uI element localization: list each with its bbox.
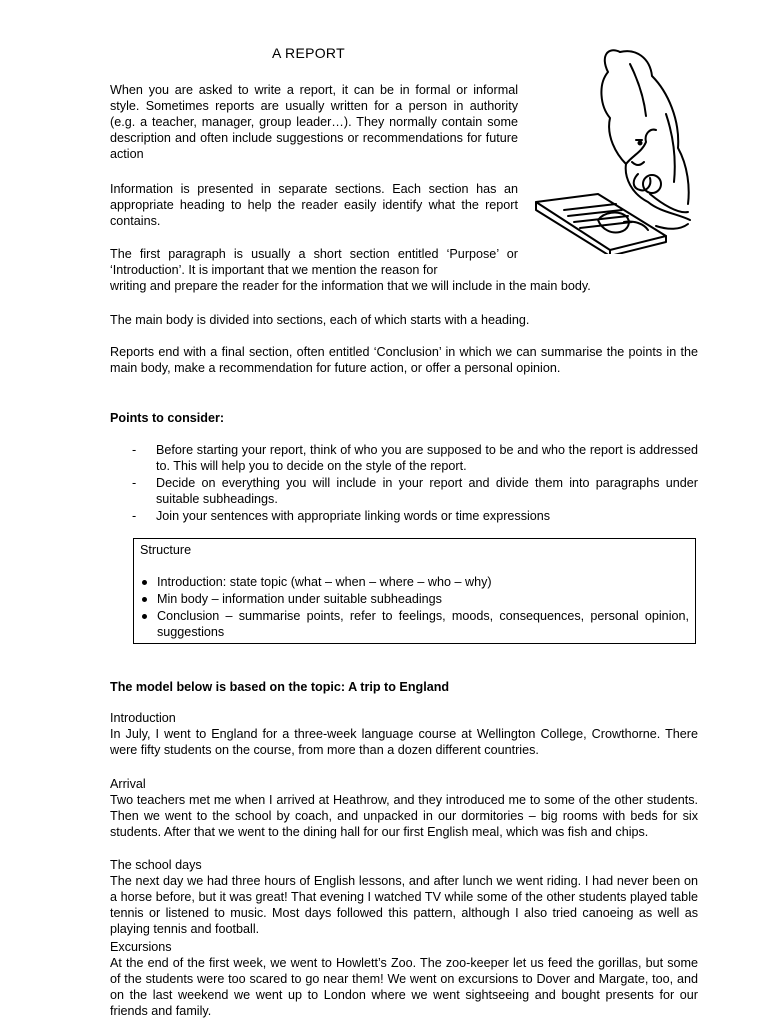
intro-paragraph-3: The first paragraph is usually a short section entitled ‘Purpose’ or ‘Introduction’. It is important that we mention the reason for: [110, 247, 518, 277]
points-list: [110, 442, 698, 525]
model-section-excursions: [110, 939, 698, 1019]
dash-marker: -: [132, 509, 137, 523]
structure-heading: Structure: [140, 543, 192, 557]
list-item: Min body – information under suitable subheadings: [140, 591, 689, 607]
section-text: In July, I went to England for a three-week language course at Wellington College, Crowthorne. There were fifty students on the course, from more than a dozen different countries.: [110, 727, 698, 757]
model-section-introduction: [110, 710, 698, 758]
model-heading: The model below is based on the topic: A trip to England: [110, 680, 450, 694]
intro-paragraph-5: Reports end with a final section, often entitled ‘Conclusion’ in which we can summarise the points in the main body, make a recommendation for future action, or offer a personal opinion.: [110, 345, 698, 375]
list-item: Introduction: state topic (what – when – where – who – why): [140, 574, 689, 590]
dash-marker: -: [132, 443, 137, 457]
section-heading: Arrival: [110, 777, 146, 791]
model-section-arrival: [110, 776, 698, 840]
point-text: Before starting your report, think of who you are supposed to be and who the report is addressed to. This will help you to decide on the style of the report.: [156, 443, 698, 473]
list-item: [110, 475, 698, 507]
section-heading: The school days: [110, 858, 202, 872]
section-text: At the end of the first week, we went to Howlett’s Zoo. The zoo-keeper let us feed the gorillas, but some of the students were too scared to go near them! We went on excursions to Dover and Margate, too, and on the last weekend we went up to London where we went sightseeing and bought presents for our friends and family.: [110, 956, 698, 1018]
section-text: Two teachers met me when I arrived at Heathrow, and they introduced me to some of the other students. Then we went to the school by coach, and unpacked in our dormitories – big rooms with beds for six students. After that we went to the dining hall for our first English meal, which was fish and chips.: [110, 793, 698, 839]
list-item: Conclusion – summarise points, refer to feelings, moods, consequences, personal opinion, suggestions: [140, 608, 689, 640]
structure-box: [133, 538, 696, 644]
section-heading: Introduction: [110, 711, 176, 725]
list-item: [110, 508, 698, 524]
page-title: A REPORT: [272, 45, 345, 61]
section-heading: Excursions: [110, 940, 172, 954]
intro-paragraph-3-continued: writing and prepare the reader for the information that we will include in the main body.: [110, 279, 591, 293]
intro-paragraph-4: The main body is divided into sections, each of which starts with a heading.: [110, 313, 530, 327]
points-heading: Points to consider:: [110, 411, 225, 425]
structure-list: [140, 574, 689, 640]
dash-marker: -: [132, 476, 137, 490]
girl-writing-illustration: [528, 44, 698, 254]
intro-paragraph-2: Information is presented in separate sections. Each section has an appropriate heading to help the reader easily identify what the report contains.: [110, 182, 518, 228]
section-text: The next day we had three hours of English lessons, and after lunch we went riding. I had never been on a horse before, but it was great! That evening I watched TV while some of the other students played table tennis or listened to music. Most days followed this pattern, although I also tried canoeing as well as playing tennis and football.: [110, 874, 698, 936]
model-section-school-days: [110, 857, 698, 937]
point-text: Decide on everything you will include in your report and divide them into paragraphs under suitable subheadings.: [156, 476, 698, 506]
point-text: Join your sentences with appropriate linking words or time expressions: [156, 509, 551, 523]
intro-paragraph-1: When you are asked to write a report, it can be in formal or informal style. Sometimes reports are usually written for a person in authority (e.g. a teacher, manager, group leader…). They normally contain some description and often include suggestions or recommendations for future action: [110, 83, 518, 161]
list-item: [110, 442, 698, 474]
